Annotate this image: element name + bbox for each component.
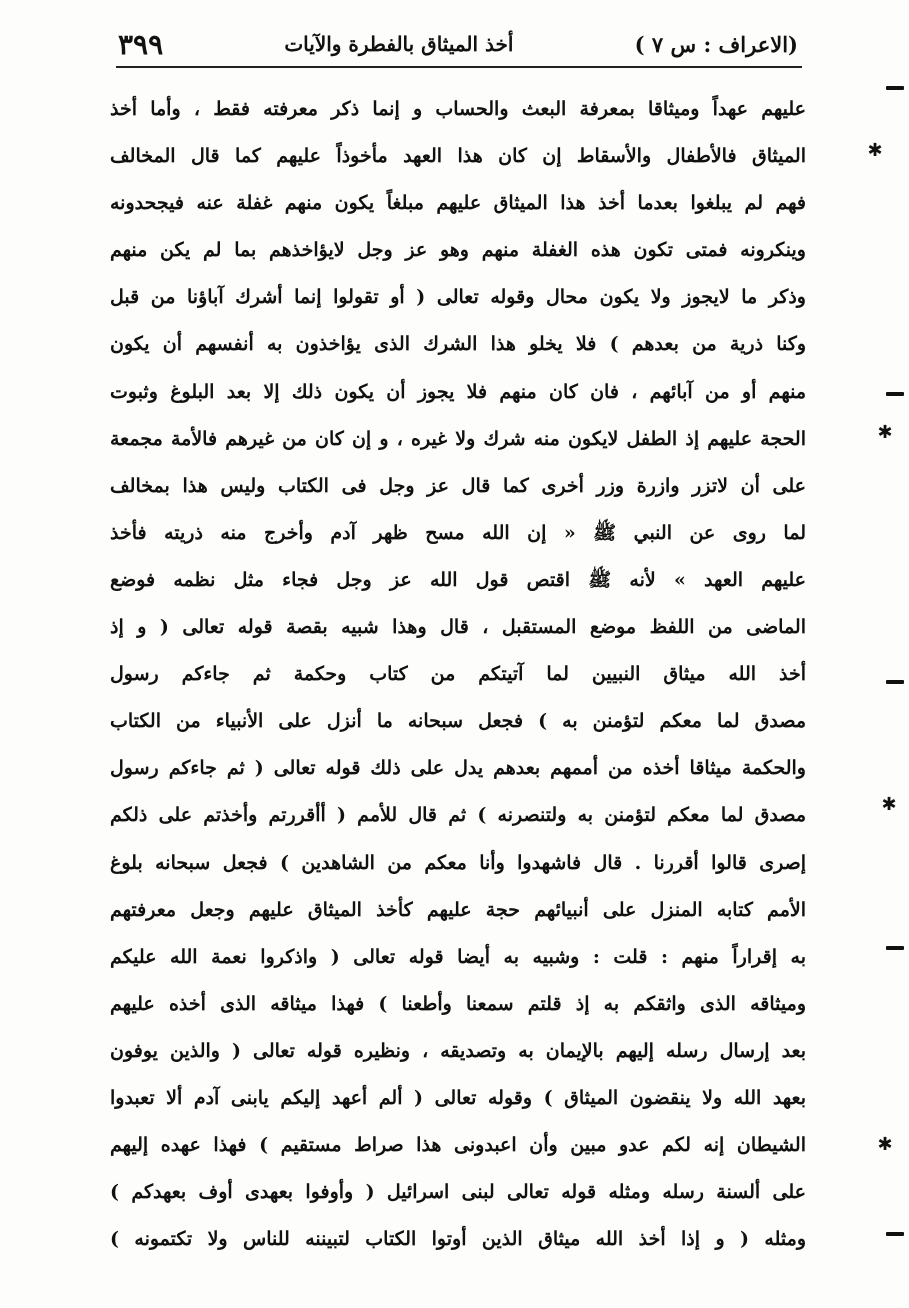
text-line-21: بعد إرسال رسله إليهم بالإيمان به وتصديقه ، ونظيره قوله تعالى ( والذين يوفون [110, 1039, 806, 1062]
text-line-19: به إقراراً منهم : قلت : وشبيه به أيضا قوله تعالى ( واذكروا نعمة الله عليكم [110, 945, 806, 968]
margin-dash [886, 946, 904, 950]
margin-dash [886, 1232, 904, 1236]
text-line-1: عليهم عهداً وميثاقا بمعرفة البعث والحساب و إنما ذكر معرفته فقط ، وأما أخذ [110, 98, 806, 120]
margin-star-icon: ✱ [881, 794, 897, 815]
running-title: أخذ الميثاق بالفطرة والآيات [284, 32, 514, 56]
surah-reference: (الاعراف : س ٧ ) [634, 31, 798, 57]
text-line-9: على أن لاتزر وازرة وزر أخرى كما قال عز وجل فى الكتاب وليس هذا بمخالف [110, 474, 806, 497]
text-line-2: الميثاق فالأطفال والأسقاط إن كان هذا العهد مأخوذاً عليهم كما قال المخالف [110, 145, 806, 168]
text-line-20: وميثاقه الذى واثقكم به إذ قلتم سمعنا وأطعنا ) فهذا ميثاقه الذى أخذه عليهم [110, 992, 806, 1015]
text-line-15: والحكمة ميثاقا أخذه من أممهم بعدهم يدل على ذلك قوله تعالى ( ثم جاءكم رسول [110, 757, 806, 780]
text-line-18: الأمم كتابه المنزل على أنبيائهم حجة عليهم كأخذ الميثاق عليهم وجعل معرفتهم [110, 898, 806, 921]
text-line-3: فهم لم يبلغوا بعدما أخذ هذا الميثاق عليهم مبلغاً يكون منهم غفلة عنه فيجحدونه [110, 192, 806, 215]
text-line-7: منهم أو من آبائهم ، فان كان منهم فلا يجوز أن يكون ذلك إلا بعد البلوغ وثبوت [110, 380, 806, 403]
page-number: ٣٩٩ [118, 27, 164, 61]
margin-star-icon: ✱ [867, 140, 883, 161]
text-line-8: الحجة عليهم إذ الطفل لايكون منه شرك ولا غيره ، و إن كان من غيرهم فالأمة مجمعة [110, 427, 806, 450]
body-text [110, 86, 806, 1263]
page-header [118, 22, 798, 66]
text-line-10: لما روى عن النبي ﷺ « إن الله مسح ظهر آدم وأخرج منه ذريته فأخذ [110, 521, 806, 544]
text-line-16: مصدق لما معكم لتؤمنن به ولتنصرنه ) ثم قال للأمم ( أأقررتم وأخذتم على ذلكم [110, 804, 806, 827]
text-line-14: مصدق لما معكم لتؤمنن به ) فجعل سبحانه ما أنزل على الأنبياء من الكتاب [110, 710, 806, 733]
text-line-12: الماضى من اللفظ موضع المستقبل ، قال وهذا شبيه بقصة قوله تعالى ( و إذ [110, 616, 806, 639]
margin-dash [886, 392, 904, 396]
margin-dash [886, 86, 904, 90]
margin-dash [886, 680, 904, 684]
margin-star-icon: ✱ [877, 422, 893, 443]
text-line-25: ومثله ( و إذا أخذ الله ميثاق الذين أوتوا الكتاب لتبيننه للناس ولا تكتمونه ) [110, 1228, 806, 1251]
text-line-22: بعهد الله ولا ينقضون الميثاق ) وقوله تعالى ( ألم أعهد إليكم يابنى آدم ألا تعبدوا [110, 1086, 806, 1109]
text-line-13: أخذ الله ميثاق النبيين لما آتيتكم من كتاب وحكمة ثم جاءكم رسول [110, 663, 806, 686]
text-line-4: وينكرونه فمتى تكون هذه الغفلة منهم وهو عز وجل لايؤاخذهم بما لم يكن منهم [110, 239, 806, 262]
text-line-17: إصرى قالوا أقررنا . قال فاشهدوا وأنا معكم من الشاهدين ) فجعل سبحانه بلوغ [110, 851, 806, 874]
text-line-23: الشيطان إنه لكم عدو مبين وأن اعبدونى هذا صراط مستقيم ) فهذا عهده إليهم [110, 1134, 806, 1157]
text-line-24: على ألسنة رسله ومثله قوله تعالى لبنى اسرائيل ( وأوفوا بعهدى أوف بعهدكم ) [110, 1181, 806, 1204]
text-line-5: وذكر ما لايجوز ولا يكون محال وقوله تعالى ( أو تقولوا إنما أشرك آباؤنا من قبل [110, 286, 806, 309]
margin-star-icon: ✱ [877, 1134, 893, 1155]
header-rule [116, 66, 802, 68]
text-line-6: وكنا ذرية من بعدهم ) فلا يخلو هذا الشرك الذى يؤاخذون به أنفسهم أن يكون [110, 333, 806, 356]
text-line-11: عليهم العهد » لأنه ﷺ اقتص قول الله عز وجل فجاء مثل نظمه فوضع [110, 568, 806, 591]
